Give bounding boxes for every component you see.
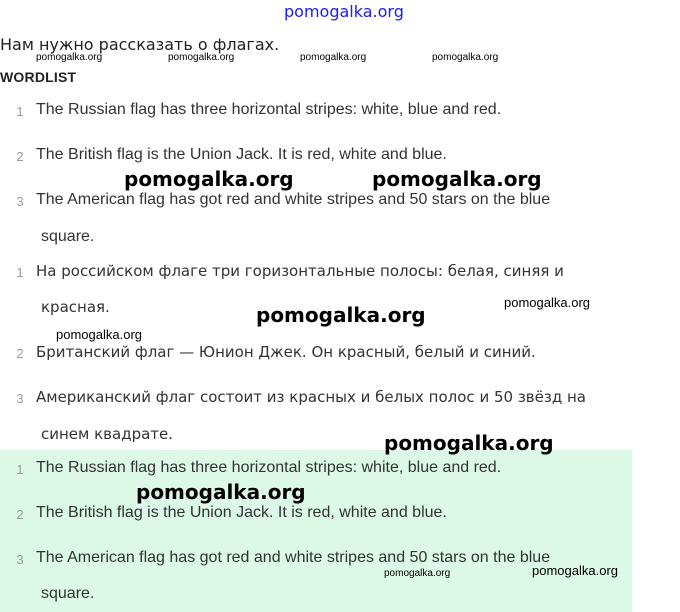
item-number: 1 (16, 104, 24, 119)
watermark: pomogalka.org (384, 431, 554, 455)
list-item-line: синем квадрате. (41, 425, 174, 443)
list-item-line: Британский флаг — Юнион Джек. Он красный, белый и синий. (36, 343, 536, 361)
watermark: pomogalka.org (136, 480, 306, 504)
list-item-line: square. (41, 228, 95, 245)
item-number: 1 (16, 462, 24, 477)
watermark: pomogalka.org (56, 327, 142, 342)
watermark: pomogalka.org (432, 52, 499, 63)
intro-text: Нам нужно рассказать о флагах. (0, 35, 280, 54)
watermark: pomogalka.org (300, 52, 367, 63)
list-item-line: square. (41, 585, 95, 602)
watermark: pomogalka.org (168, 52, 235, 63)
item-number: 3 (16, 391, 24, 406)
watermark: pomogalka.org (372, 167, 542, 191)
list-item-line: Американский флаг состоит из красных и белых полос и 50 звёзд на (36, 388, 586, 406)
item-number: 3 (16, 194, 24, 209)
list-item-line: красная. (41, 298, 110, 316)
item-number: 2 (16, 149, 24, 164)
item-number: 1 (16, 265, 24, 280)
watermark: pomogalka.org (532, 563, 618, 578)
list-item-line: The Russian flag has three horizontal stripes: white, blue and red. (36, 101, 502, 118)
list-item-line: The American flag has got red and white stripes and 50 stars on the blue (36, 549, 551, 566)
site-brand-watermark: pomogalka.org (284, 2, 404, 21)
watermark: pomogalka.org (504, 295, 590, 310)
list-item-line: На российском флаге три горизонтальные полосы: белая, синяя и (36, 262, 564, 280)
list-item-line: The British flag is the Union Jack. It is red, white and blue. (36, 146, 447, 163)
watermark: pomogalka.org (124, 167, 294, 191)
list-item-line: The British flag is the Union Jack. It is red, white and blue. (36, 504, 447, 521)
item-number: 3 (16, 552, 24, 567)
watermark: pomogalka.org (256, 303, 426, 327)
item-number: 2 (16, 346, 24, 361)
item-number: 2 (16, 507, 24, 522)
list-item-line: The American flag has got red and white stripes and 50 stars on the blue (36, 191, 551, 208)
wordlist-heading: WORDLIST (0, 69, 77, 85)
list-item-line: The Russian flag has three horizontal stripes: white, blue and red. (36, 459, 502, 476)
watermark: pomogalka.org (36, 52, 103, 63)
watermark: pomogalka.org (384, 568, 451, 579)
